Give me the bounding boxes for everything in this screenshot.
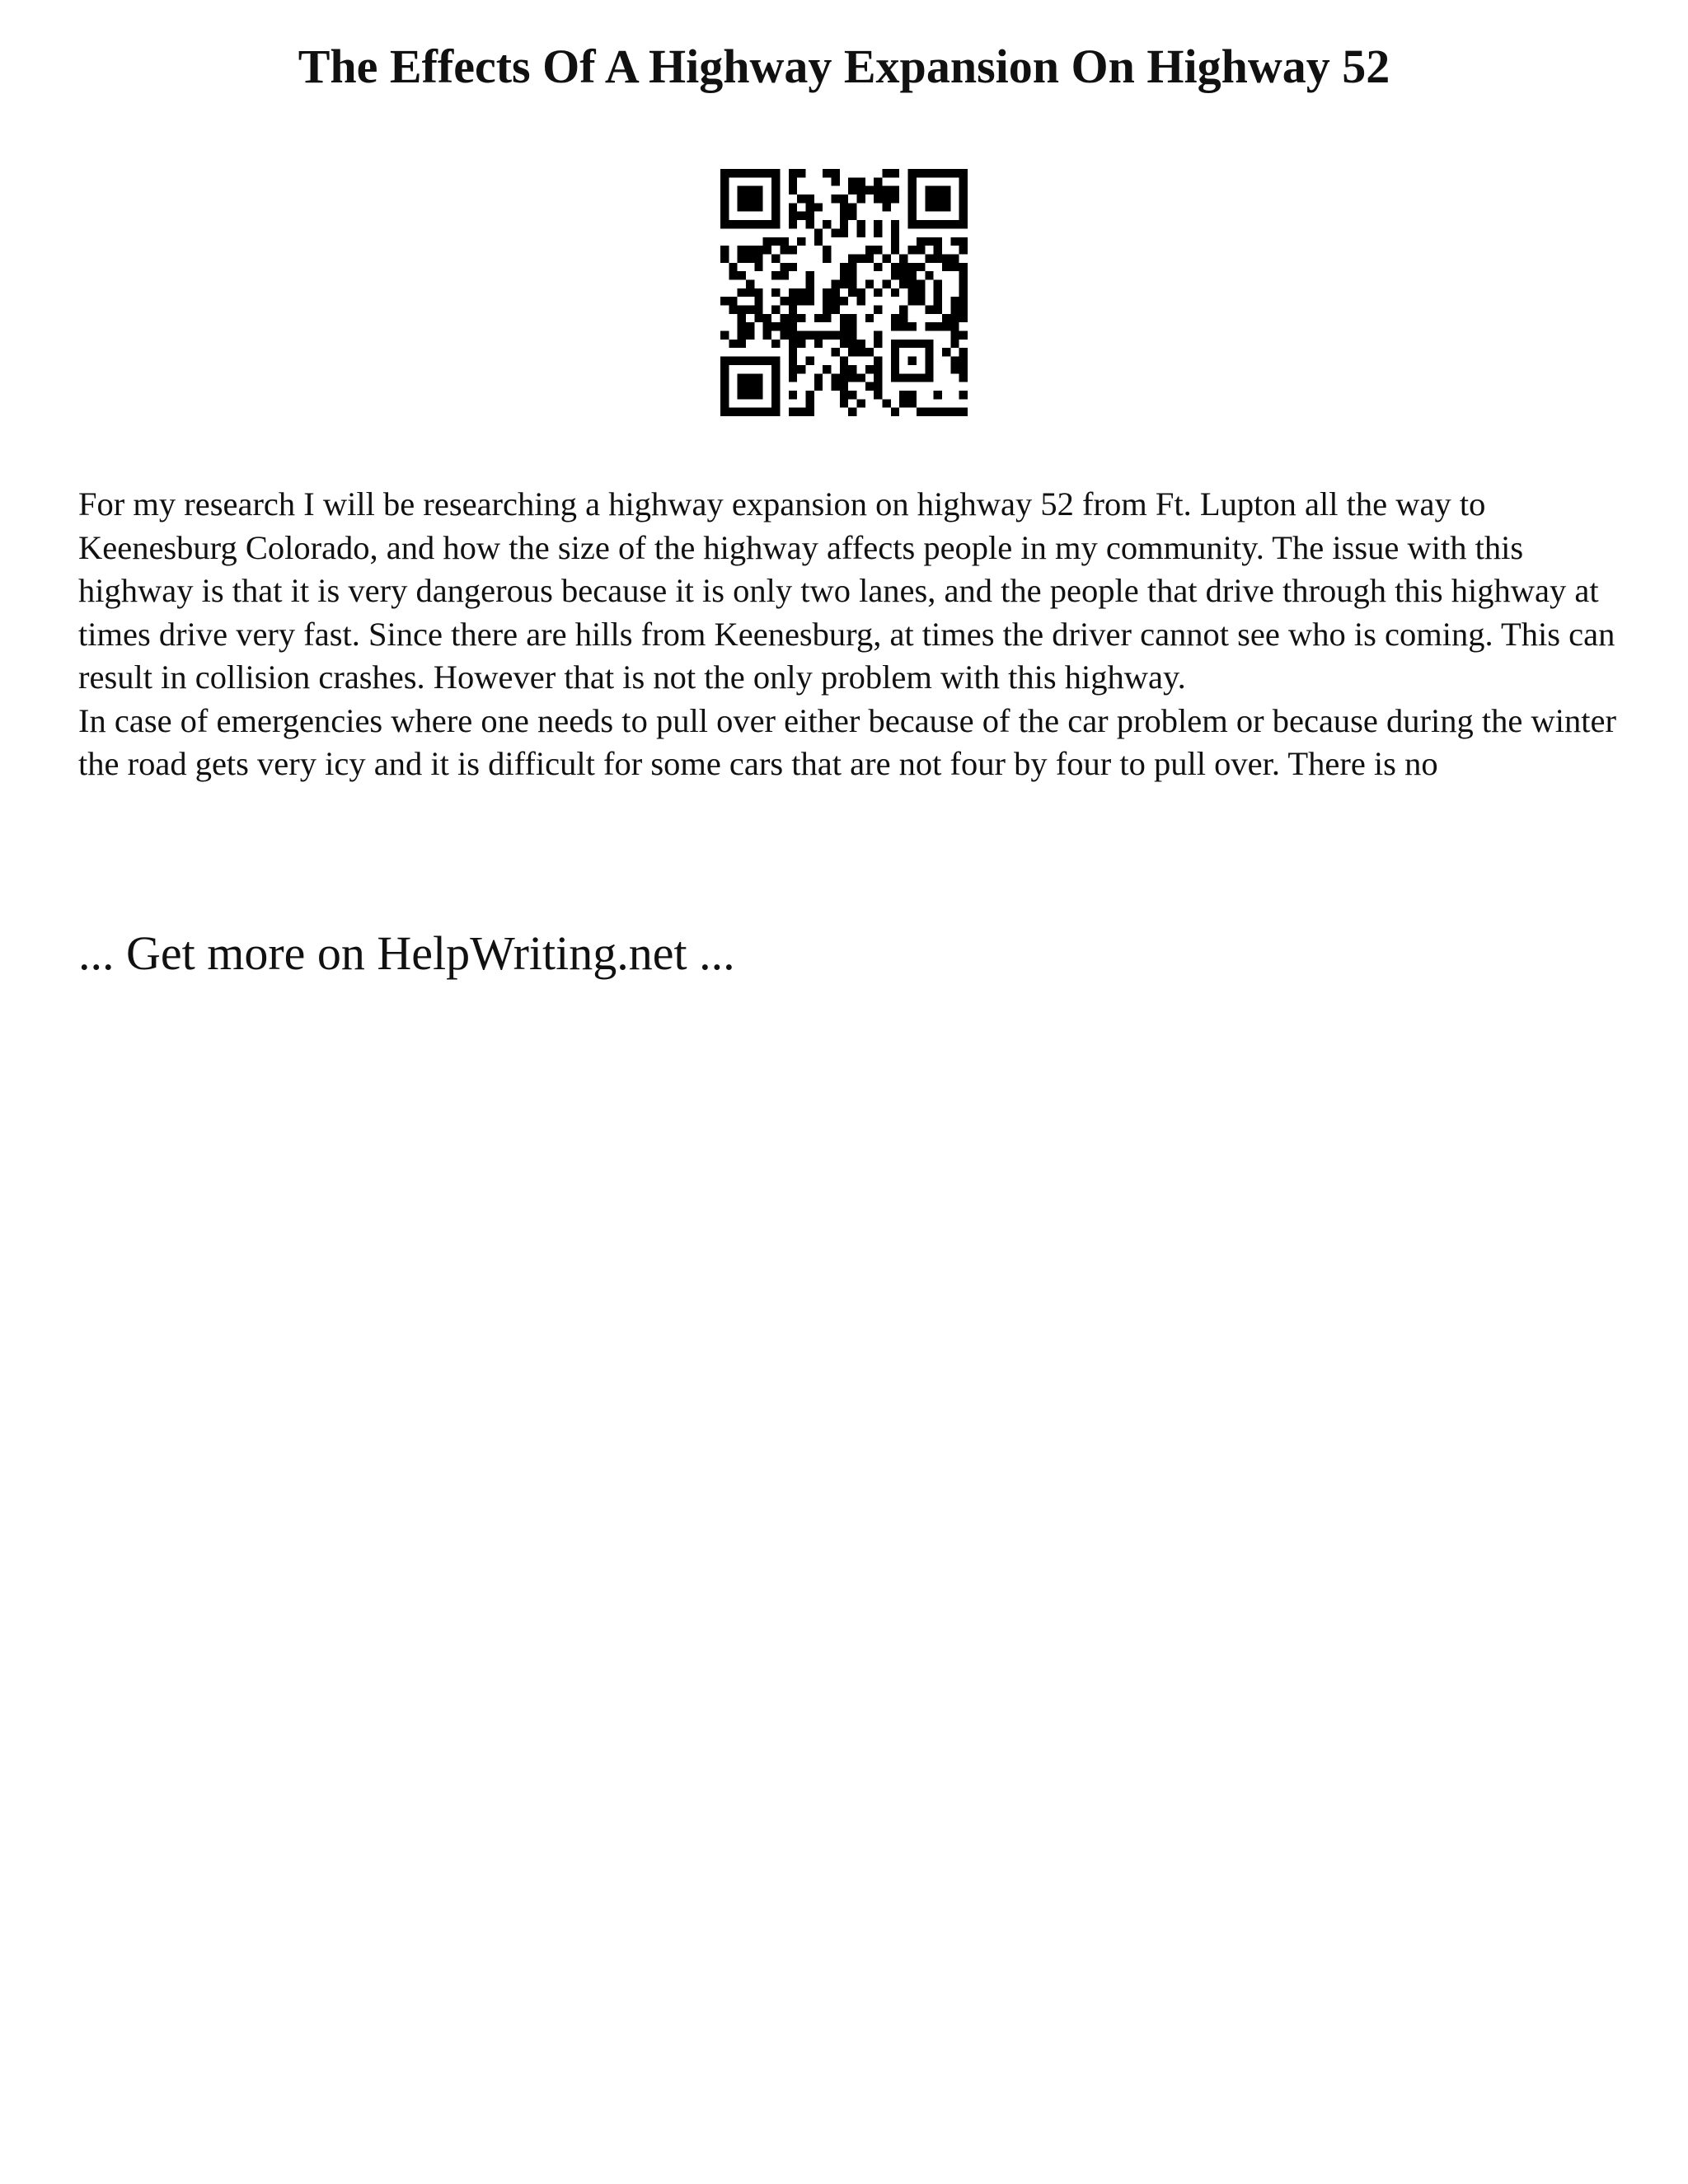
page-title: The Effects Of A Highway Expansion On Highway 52 bbox=[298, 40, 1390, 93]
get-more-link[interactable]: ... Get more on HelpWriting.net ... bbox=[78, 926, 735, 980]
qr-code-icon bbox=[720, 169, 968, 416]
paragraph: For my research I will be researching a highway expansion on highway 52 from Ft. Lupton all the way to Keenesburg Colorado, and how the size of the highway affects people in my community. The issue with this highway is that it is very dangerous because it is only two lanes, and the people that drive through this highway at times drive very fast. Since there are hills from Keenesburg, at times the driver cannot see who is coming. This can result in collision crashes. However that is not the only problem with this highway. bbox=[78, 485, 1615, 696]
paragraph: In case of emergencies where one needs to pull over either because of the car problem or because during the winter the road gets very icy and it is difficult for some cars that are not four by four to pull over. There is no bbox=[78, 701, 1616, 782]
body-text bbox=[78, 483, 1628, 786]
